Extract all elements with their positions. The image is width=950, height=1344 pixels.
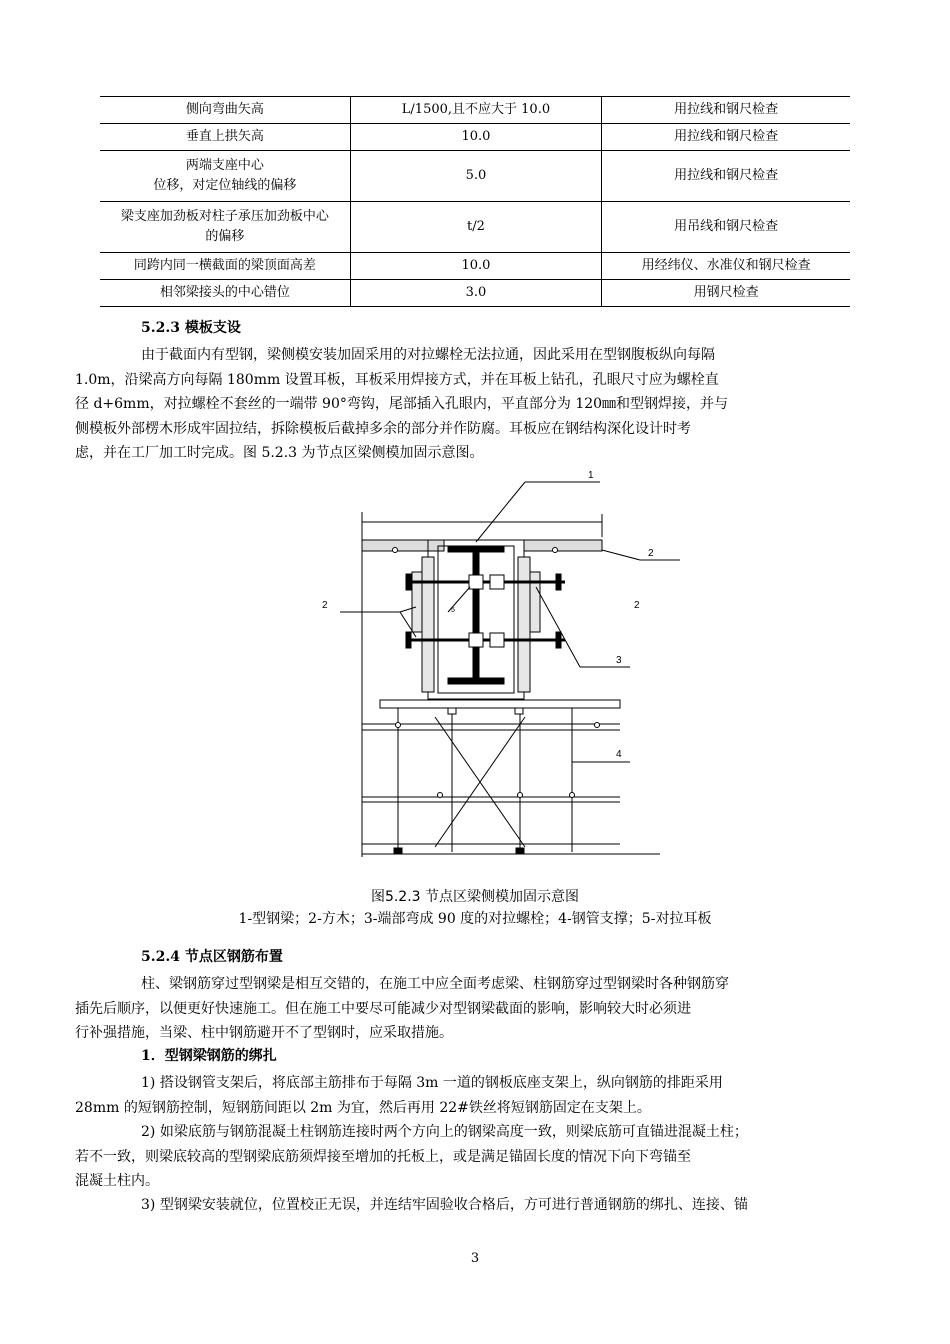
text-line: 1.0m，沿梁高方向每隔 180mm 设置耳板，耳板采用焊接方式，并在耳板上钻孔，孔眼尺寸应为螺栓直 (75, 371, 719, 388)
table-row (100, 124, 850, 151)
paragraph-formwork (75, 343, 850, 466)
table-cell-item: 同跨内同一横截面的梁顶面高差 (100, 253, 350, 280)
right-slab-formwork (524, 540, 602, 551)
text-line: 柱、梁钢筋穿过型钢梁是相互交错的，在施工中应全面考虑梁、柱钢筋穿过型钢梁时各种钢筋穿 (141, 976, 729, 992)
table-cell-item-line2: 位移，对定位轴线的偏移 (153, 178, 297, 193)
table-cell-method: 用吊线和钢尺检查 (602, 202, 850, 253)
table-cell-item: 相邻梁接头的中心错位 (100, 280, 350, 307)
bolt-nut (406, 632, 411, 648)
table-cell-method: 用拉线和钢尺检查 (602, 124, 850, 151)
table-cell-method: 用钢尺检查 (602, 280, 850, 307)
table-cell-item (100, 151, 350, 202)
leader-line-2 (602, 550, 640, 560)
pipe-base (394, 848, 402, 854)
steel-beam-top-flange (448, 546, 504, 552)
tie-ear-plate (469, 575, 483, 589)
section-heading-5-2-3: 5.2.3 模板支设 (141, 320, 241, 336)
bottom-plank (380, 700, 620, 708)
table-cell-item-line1: 梁支座加劲板对柱子承压加劲板中心 (120, 208, 329, 224)
table-row (100, 97, 850, 124)
paragraph-step-3 (108, 1193, 850, 1218)
leader-line-1 (476, 482, 525, 542)
figure-label-2: 2 (634, 600, 640, 611)
text-line: 28mm 的短钢筋控制，短钢筋间距以 2m 为宜，然后再用 22#铁丝将短钢筋固定在支架上。 (75, 1099, 651, 1116)
tolerance-table (100, 96, 850, 307)
table-cell-tolerance: 5.0 (350, 151, 602, 202)
pipe-node (570, 793, 575, 798)
tie-ear-plate (490, 633, 504, 647)
table-cell-method: 用经纬仪、水准仪和钢尺检查 (602, 253, 850, 280)
text-line: 3) 型钢梁安装就位，位置校正无误，并连结牢固验收合格后，方可进行普通钢筋的绑扎、连接、锚 (141, 1197, 748, 1213)
table-cell-tolerance: 3.0 (350, 280, 602, 307)
figure-label-4: 4 (616, 749, 622, 760)
table-row (100, 151, 850, 202)
pipe-node (595, 723, 600, 728)
left-timber (422, 557, 434, 692)
figure-label-5: 5 (451, 607, 455, 614)
table-cell-item-line1: 两端支座中心 (185, 157, 264, 173)
table-cell-item: 侧向弯曲矢高 (100, 97, 350, 124)
table-cell-tolerance: L/1500,且不应大于 10.0 (350, 97, 602, 124)
pipe-node (396, 723, 401, 728)
paragraph-step-1 (75, 1071, 850, 1120)
text-line: 侧模板外部楞木形成牢固拉结，拆除模板后截掉多余的部分并作防腐。耳板应在钢结构深化设计时考 (75, 420, 691, 437)
pipe-node (393, 548, 398, 553)
paragraph-rebar-layout (75, 972, 850, 1046)
left-slab-formwork (362, 540, 444, 551)
figure-label-2: 2 (648, 548, 654, 559)
text-line: 虑，并在工厂加工时完成。图 5.2.3 为节点区梁侧模加固示意图。 (75, 445, 484, 461)
section-heading-5-2-4: 5.2.4 节点区钢筋布置 (141, 949, 283, 965)
text-line: 2) 如梁底筋与钢筋混凝土柱钢筋连接时两个方向上的钢梁高度一致，则梁底筋可直锚进混凝土柱； (141, 1124, 748, 1140)
paragraph-step-2 (75, 1120, 850, 1194)
text-line: 1) 搭设钢管支架后，将底部主筋排布于每隔 3m 一道的钢板底座支架上，纵向钢筋的排距采用 (141, 1075, 723, 1091)
table-cell-method: 用拉线和钢尺检查 (602, 151, 850, 202)
bolt-nut (556, 574, 561, 590)
table-row (100, 280, 850, 307)
support-block (448, 708, 456, 714)
figure-legend: 1-型钢梁；2-方木；3-端部弯成 90 度的对拉螺栓；4-钢管支撑；5-对拉耳板 (238, 911, 712, 927)
tie-ear-plate (469, 633, 483, 647)
figure-label-1: 1 (588, 470, 594, 481)
text-line: 混凝土柱内。 (75, 1173, 159, 1189)
text-line: 由于截面内有型钢，梁侧模安装加固采用的对拉螺栓无法拉通，因此采用在型钢腹板纵向每隔 (141, 347, 715, 363)
pipe-node (438, 793, 443, 798)
table-cell-item (100, 202, 350, 253)
page-number: 3 (470, 1251, 480, 1266)
tie-ear-plate (490, 575, 504, 589)
text-line: 若不一致，则梁底较高的型钢梁底筋须焊接至增加的托板上，或是满足锚固长度的情况下向下弯锚至 (75, 1148, 691, 1165)
table-cell-item: 垂直上拱矢高 (100, 124, 350, 151)
table-cell-tolerance: 10.0 (350, 253, 602, 280)
text-line: 行补强措施，当梁、柱中钢筋避开不了型钢时，应采取措施。 (75, 1025, 453, 1041)
steel-beam-bottom-flange (448, 678, 504, 684)
table-cell-tolerance: 10.0 (350, 124, 602, 151)
table-row (100, 202, 850, 253)
steel-beam-web (473, 552, 479, 678)
pipe-node (518, 793, 523, 798)
pipe-base (516, 848, 524, 854)
figure-label-3: 3 (616, 655, 622, 666)
figure-caption: 图5.2.3 节点区梁侧模加固示意图 (370, 889, 580, 905)
sub-heading-steel-beam-rebar: 1．型钢梁钢筋的绑扎 (141, 1048, 277, 1064)
figure-label-2: 2 (322, 600, 328, 611)
support-block (515, 708, 523, 714)
right-timber (518, 557, 530, 692)
formwork-diagram (322, 462, 670, 872)
table-cell-tolerance: t/2 (350, 202, 602, 253)
table-cell-item-line2: 的偏移 (205, 229, 245, 244)
bolt-nut (406, 574, 411, 590)
leader-line-3 (536, 587, 580, 667)
pipe-node (553, 548, 558, 553)
text-line: 径 d+6mm，对拉螺栓不套丝的一端带 90°弯钩，尾部插入孔眼内，平直部分为 120㎜和型钢焊接，并与 (75, 396, 729, 412)
table-cell-method: 用拉线和钢尺检查 (602, 97, 850, 124)
text-line: 插先后顺序，以便更好快速施工。但在施工中要尽可能减少对型钢梁截面的影响，影响较大时必须进 (75, 1000, 691, 1017)
table-row (100, 253, 850, 280)
bolt-nut (556, 632, 561, 648)
